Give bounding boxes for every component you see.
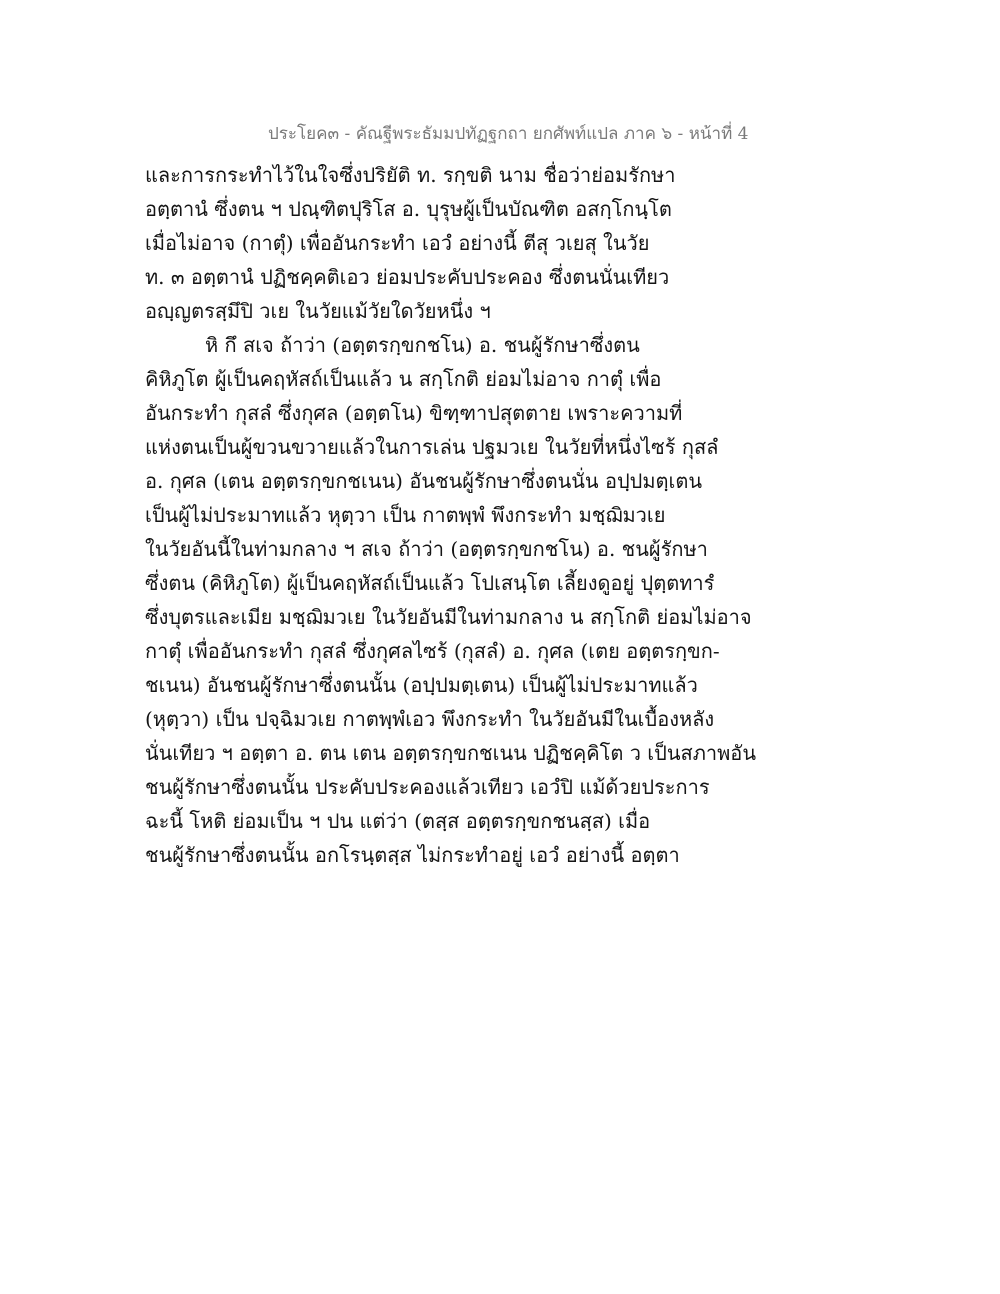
text-line: นั่นเทียว ฯ อตฺตา อ. ตน เตน อตฺตรกฺขกชเนน ปฏิชคฺคิโต ว เป็นสภาพอัน [145,741,756,765]
text-line: กาตุํ เพื่ออันกระทำ กุสลํ ซึ่งกุศลไซร้ (กุสลํ) อ. กุศล (เตย อตฺตรกฺขก- [145,639,720,663]
paragraph-start-line: หิ กึ สเจ ถ้าว่า (อตฺตรกฺขกชโน) อ. ชนผู้รักษาซึ่งตน [205,333,640,357]
text-line: ชนผู้รักษาซึ่งตนนั้น ประคับประคองแล้วเทียว เอวํปิ แม้ด้วยประการ [145,775,710,799]
text-line: ซึ่งบุตรและเมีย มชฺฌิมวเย ในวัยอันมีในท่ามกลาง น สกฺโกติ ย่อมไม่อาจ [145,605,752,629]
text-line: ฉะนี้ โหติ ย่อมเป็น ฯ ปน แต่ว่า (ตสฺส อตฺตรกฺขกชนสฺส) เมื่อ [145,809,651,833]
text-line: อญฺญตรสฺมึปิ วเย ในวัยแม้วัยใดวัยหนึ่ง ฯ [145,299,491,323]
text-line: ชเนน) อันชนผู้รักษาซึ่งตนนั้น (อปฺปมตฺเตน) เป็นผู้ไม่ประมาทแล้ว [145,673,698,697]
text-line: เมื่อไม่อาจ (กาตุํ) เพื่ออันกระทำ เอวํ อย่างนี้ ตีสุ วเยสุ ในวัย [145,231,650,255]
text-line: คิหิภูโต ผู้เป็นคฤหัสถ์เป็นแล้ว น สกฺโกติ ย่อมไม่อาจ กาตุํ เพื่อ [145,367,662,391]
text-line: ชนผู้รักษาซึ่งตนนั้น อกโรนฺตสฺส ไม่กระทำอยู่ เอวํ อย่างนี้ อตฺตา [145,843,680,867]
text-line: อันกระทำ กุสลํ ซึ่งกุศล (อตฺตโน) ขิฑฺฑาปสุตตาย เพราะความที่ [145,401,683,425]
text-line: (หุตฺวา) เป็น ปจฺฉิมวเย กาตพฺพํเอว พึงกระทำ ในวัยอันมีในเบื้องหลัง [145,707,715,731]
text-line: แห่งตนเป็นผู้ขวนขวายแล้วในการเล่น ปฐมวเย ในวัยที่หนึ่งไซร้ กุสลํ [145,435,719,459]
text-line: ซึ่งตน (คิหิภูโต) ผู้เป็นคฤหัสถ์เป็นแล้ว โปเสนฺโต เลี้ยงดูอยู่ ปุตฺตทารํ [145,571,715,595]
text-line: ในวัยอันนี้ในท่ามกลาง ฯ สเจ ถ้าว่า (อตฺตรกฺขกชโน) อ. ชนผู้รักษา [145,537,708,561]
running-header: ประโยค๓ - คัณฐีพระธัมมปทัฏฐกถา ยกศัพท์แปล ภาค ๖ - หน้าที่ 4 [268,124,749,144]
body-text [145,158,756,872]
text-line: ท. ๓ อตฺตานํ ปฏิชคฺคติเอว ย่อมประคับประคอง ซึ่งตนนั่นเทียว [145,265,670,289]
text-line: เป็นผู้ไม่ประมาทแล้ว หุตฺวา เป็น กาตพฺพํ พึงกระทำ มชฺฌิมวเย [145,503,666,527]
text-line: อ. กุศล (เตน อตฺตรกฺขกชเนน) อันชนผู้รักษาซึ่งตนนั่น อปฺปมตฺเตน [145,469,703,493]
text-line: และการกระทำไว้ในใจซึ่งปริยัติ ท. รกฺขติ นาม ชื่อว่าย่อมรักษา [145,163,676,187]
text-line: อตฺตานํ ซึ่งตน ฯ ปณฺฑิตปุริโส อ. บุรุษผู้เป็นบัณฑิต อสกฺโกนฺโต [145,197,672,221]
